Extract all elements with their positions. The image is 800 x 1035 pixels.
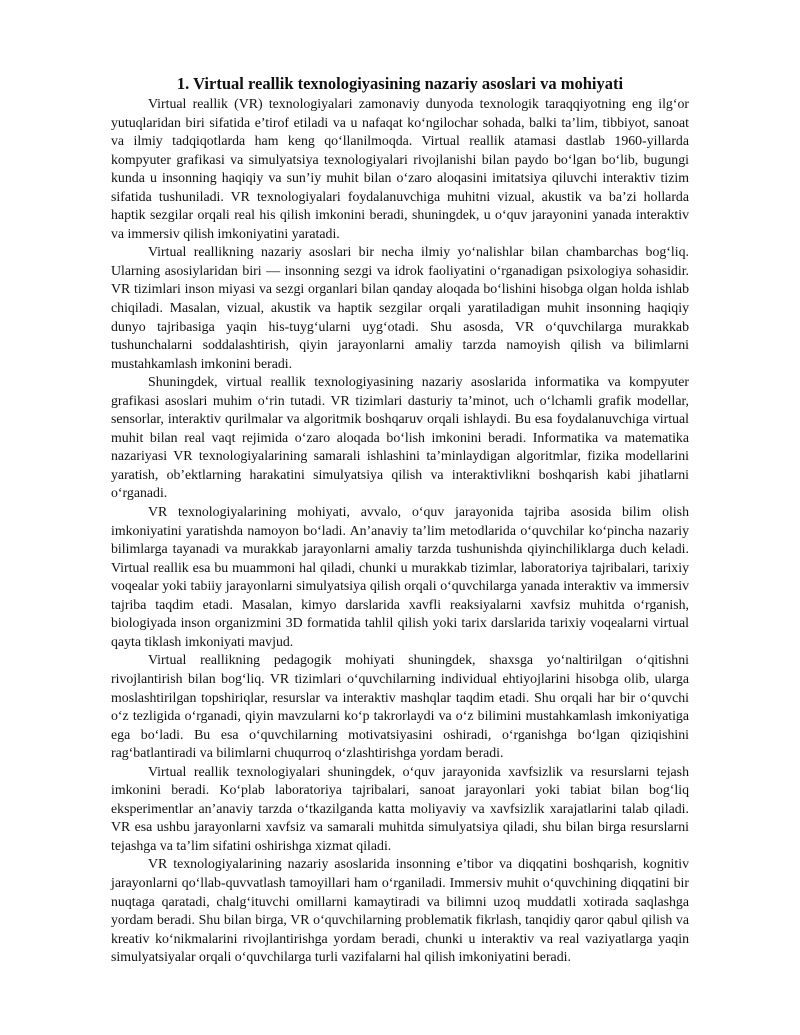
- paragraph: Virtual reallik texnologiyalari shuningdek, o‘quv jarayonida xavfsizlik va resurslarni tejash imkonini beradi. Ko‘plab laboratoriya tajribalari, sanoat jarayonlari yoki tabiat bilan bog‘liq eksperimentlar an’anaviy tarzda o‘tkazilganda katta moliyaviy va xavfsizlik xarajatlarini talab qiladi. VR esa ushbu jarayonlarni xavfsiz va samarali muhitda simulyatsiya qiladi, shu bilan birga resurslarni tejashga va ta’lim sifatini oshirishga xizmat qiladi.: [111, 763, 689, 853]
- paragraph: Virtual reallik (VR) texnologiyalari zamonaviy dunyoda texnologik taraqqiyotning eng ilg‘or yutuqlaridan biri sifatida e’tirof etiladi va u nafaqat ko‘ngilochar sohada, balki ta’lim, tibbiyot, sanoat va ilmiy tadqiqotlarda ham keng qo‘llanilmoqda. Virtual reallik atamasi dastlab 1960-yillarda kompyuter grafikasi va simulyatsiya texnologiyalari rivojlanishi bilan paydo bo‘lgan bo‘lib, bugungi kunda u insonning haqiqiy va sun’iy muhit bilan o‘zaro aloqasini imitatsiya qiluvchi interaktiv tizim sifatida tushuniladi. VR texnologiyalari foydalanuvchiga muhitni vizual, akustik va ba’zi hollarda haptik sezgilar orqali real his qilish imkonini beradi, shuningdek, u o‘quv jarayonini yanada interaktiv va immersiv qilish imkoniyatini yaratadi.: [111, 96, 689, 241]
- paragraph: VR texnologiyalarining nazariy asoslarida insonning e’tibor va diqqatini boshqarish, kognitiv jarayonlarni qo‘llab-quvvatlash tamoyillari ham o‘rganiladi. Immersiv muhit o‘quvchining diqqatini bir nuqtaga qaratadi, chalg‘ituvchi omillarni kamaytiradi va bilimni uzoq muddatli xotirada saqlashga yordam beradi. Shu bilan birga, VR o‘quvchilarning problematik fikrlash, tanqidiy qaror qabul qilish va kreativ ko‘nikmalarini rivojlantirishga yordam beradi, chunki u interaktiv va real vaziyatlarga yaqin simulyatsiyalar orqali o‘quvchilarga turli vazifalarni hal qilish imkoniyatini beradi.: [111, 856, 689, 965]
- paragraph: Shuningdek, virtual reallik texnologiyasining nazariy asoslarida informatika va kompyuter grafikasi asoslari muhim o‘rin tutadi. VR tizimlari dasturiy ta’minot, uch o‘lchamli grafik modellar, sensorlar, interaktiv qurilmalar va algoritmik boshqaruv orqali ishlaydi. Bu esa foydalanuvchiga virtual muhit bilan real vaqt rejimida o‘zaro aloqada bo‘lish imkonini beradi. Informatika va matematika nazariyasi VR texnologiyalarining samarali ishlashini ta’minlaydigan algoritmlar, fizika modellarini yaratish, ob’ektlarning harakatini simulyatsiya qilish va interaktivlikni boshqarish kabi jihatlarni o‘rganadi.: [111, 374, 689, 501]
- document-page: [111, 73, 689, 967]
- paragraph: Virtual reallikning nazariy asoslari bir necha ilmiy yo‘nalishlar bilan chambarchas bog‘liq. Ularning asosiylaridan biri — insonning sezgi va idrok faoliyatini o‘rganadigan psixologiya sohasidir. VR tizimlari inson miyasi va sezgi organlari bilan qanday aloqada bo‘lishini hisobga olgan holda ishlab chiqiladi. Masalan, vizual, akustik va haptik sezgilar orqali yaratiladigan muhit insonning haqiqiy dunyo tajribasiga yaqin his-tuyg‘ularni uyg‘otadi. Shu asosda, VR o‘quvchilarga murakkab tushunchalarni soddalashtirish, qiyin jarayonlarni amaliy tarzda namoyish qilish va bilimlarni mustahkamlash imkonini beradi.: [111, 244, 689, 371]
- paragraph: Virtual reallikning pedagogik mohiyati shuningdek, shaxsga yo‘naltirilgan o‘qitishni rivojlantirish bilan bog‘liq. VR tizimlari o‘quvchilarning individual ehtiyojlarini hisobga olib, ularga moslashtirilgan topshiriqlar, resurslar va interaktiv mashqlar taqdim etadi. Shu orqali har bir o‘quvchi o‘z tezligida o‘rganadi, qiyin mavzularni ko‘p takrorlaydi va o‘z bilimini mustahkamlash imkoniyatiga ega bo‘ladi. Bu esa o‘quvchilarning motivatsiyasini oshiradi, o‘rganishga bo‘lgan qiziqishini rag‘batlantiradi va bilimlarni chuqurroq o‘zlashtirishga yordam beradi.: [111, 652, 689, 761]
- paragraph: VR texnologiyalarining mohiyati, avvalo, o‘quv jarayonida tajriba asosida bilim olish imkoniyatini yaratishda namoyon bo‘ladi. An’anaviy ta’lim metodlarida o‘quvchilar ko‘pincha nazariy bilimlarga tayanadi va murakkab jarayonlarni amaliy tarzda tushunishda qiyinchiliklarga duch keladi. Virtual reallik esa bu muammoni hal qiladi, chunki u murakkab tizimlar, laboratoriya tajribalari, tarixiy voqealar yoki tabiiy jarayonlarni simulyatsiya qilish orqali o‘quvchilarga yanada interaktiv va immersiv tajriba taqdim etadi. Masalan, kimyo darslarida xavfli reaksiyalarni xavfsiz muhitda o‘rganish, biologiyada inson organizmini 3D formatida tahlil qilish yoki tarix darslarida tarixiy voqealarni virtual qayta tiklash imkoniyati mavjud.: [111, 504, 689, 649]
- section-title: 1. Virtual reallik texnologiyasining nazariy asoslari va mohiyati: [176, 74, 624, 93]
